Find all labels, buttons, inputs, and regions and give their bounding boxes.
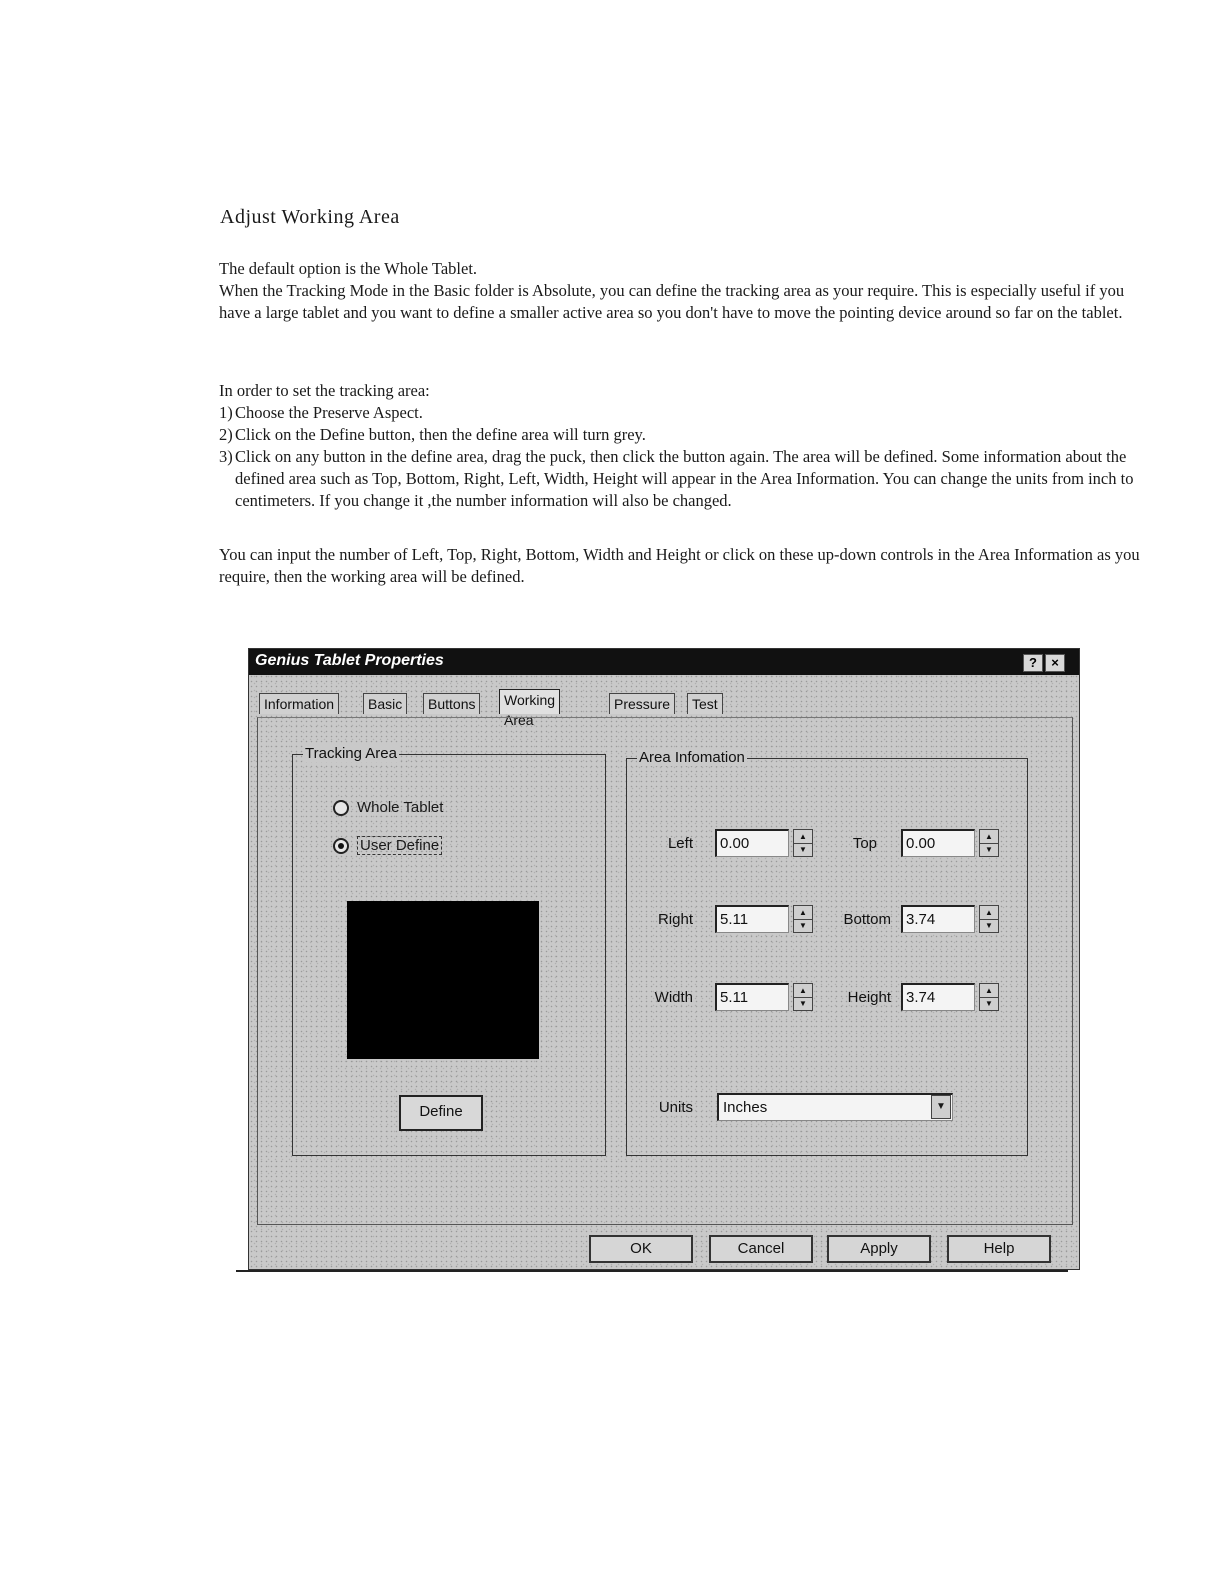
left-field[interactable]: 0.00 <box>715 829 789 857</box>
height-spinner[interactable] <box>979 983 999 1011</box>
height-field[interactable]: 3.74 <box>901 983 975 1011</box>
ok-button[interactable]: OK <box>589 1235 693 1263</box>
step-item <box>219 446 1159 512</box>
radio-icon[interactable] <box>333 800 349 816</box>
spin-up-icon[interactable]: ▲ <box>794 830 812 844</box>
dialog-titlebar <box>249 649 1079 675</box>
radio-whole-tablet[interactable] <box>333 799 443 816</box>
width-field[interactable]: 5.11 <box>715 983 789 1011</box>
right-label: Right <box>657 911 693 928</box>
chevron-down-icon[interactable]: ▼ <box>931 1095 951 1119</box>
left-spinner[interactable] <box>793 829 813 857</box>
step-number: 3) <box>219 447 233 466</box>
tab-buttons[interactable]: Buttons <box>423 693 480 714</box>
step-item <box>219 424 1159 446</box>
radio-label: Whole Tablet <box>357 799 444 816</box>
top-spinner[interactable] <box>979 829 999 857</box>
area-information-label: Area Infomation <box>639 749 745 766</box>
area-information-group <box>626 749 1028 1156</box>
spin-down-icon[interactable]: ▼ <box>799 999 807 1008</box>
close-icon[interactable]: × <box>1045 654 1065 672</box>
units-label: Units <box>658 1099 693 1116</box>
steps-heading: In order to set the tracking area: <box>219 381 430 400</box>
input-paragraph: You can input the number of Left, Top, Right, Bottom, Width and Height or click on these up-down controls in the Area Information as you require, then the working area will be defined. <box>219 545 1140 586</box>
spin-up-icon[interactable]: ▲ <box>980 906 998 920</box>
help-button[interactable]: Help <box>947 1235 1051 1263</box>
height-label: Height <box>847 989 891 1006</box>
tracking-area-group <box>292 745 606 1156</box>
define-area-preview[interactable] <box>347 901 539 1059</box>
step-text: Click on any button in the define area, drag the puck, then click the button again. The area will be defined. Some information about the defined area such as Top, Bottom, Right, Left, Width, Height will appear in the Area Information. You can change the units from inch to centimeters. If you change it ,the number information will also be changed. <box>235 447 1134 510</box>
left-label: Left <box>667 835 693 852</box>
dialog-shadow-line <box>236 1270 1068 1272</box>
spin-down-icon[interactable]: ▼ <box>985 845 993 854</box>
tablet-properties-dialog <box>248 648 1080 1270</box>
width-label: Width <box>654 989 693 1006</box>
bottom-label: Bottom <box>843 911 891 928</box>
dialog-title: Genius Tablet Properties <box>255 652 444 669</box>
apply-button[interactable]: Apply <box>827 1235 931 1263</box>
radio-selected-icon[interactable] <box>333 838 349 854</box>
spin-down-icon[interactable]: ▼ <box>799 921 807 930</box>
spin-up-icon[interactable]: ▲ <box>794 984 812 998</box>
spin-down-icon[interactable]: ▼ <box>985 921 993 930</box>
intro-paragraph: The default option is the Whole Tablet. <box>219 259 478 278</box>
bottom-spinner[interactable] <box>979 905 999 933</box>
step-text: Choose the Preserve Aspect. <box>235 403 423 422</box>
help-icon[interactable]: ? <box>1023 654 1043 672</box>
page-title: Adjust Working Area <box>220 206 400 228</box>
tab-pressure[interactable]: Pressure <box>609 693 675 714</box>
step-item <box>219 402 1159 424</box>
top-label: Top <box>852 835 877 852</box>
radio-user-define[interactable] <box>333 837 442 854</box>
radio-label: User Define <box>357 836 442 855</box>
right-spinner[interactable] <box>793 905 813 933</box>
working-area-panel <box>257 717 1073 1225</box>
tab-working-area[interactable]: Working Area <box>499 689 560 714</box>
tab-test[interactable]: Test <box>687 693 723 714</box>
define-button[interactable]: Define <box>399 1095 483 1131</box>
top-field[interactable]: 0.00 <box>901 829 975 857</box>
tab-basic[interactable]: Basic <box>363 693 407 714</box>
units-select[interactable]: Inches <box>717 1093 953 1121</box>
right-field[interactable]: 5.11 <box>715 905 789 933</box>
tracking-area-label: Tracking Area <box>305 745 397 762</box>
bottom-field[interactable]: 3.74 <box>901 905 975 933</box>
spin-up-icon[interactable]: ▲ <box>794 906 812 920</box>
spin-down-icon[interactable]: ▼ <box>799 845 807 854</box>
cancel-button[interactable]: Cancel <box>709 1235 813 1263</box>
step-number: 1) <box>219 403 233 422</box>
width-spinner[interactable] <box>793 983 813 1011</box>
step-number: 2) <box>219 425 233 444</box>
spin-down-icon[interactable]: ▼ <box>985 999 993 1008</box>
tab-information[interactable]: Information <box>259 693 339 714</box>
spin-up-icon[interactable]: ▲ <box>980 830 998 844</box>
spin-up-icon[interactable]: ▲ <box>980 984 998 998</box>
step-text: Click on the Define button, then the define area will turn grey. <box>235 425 646 444</box>
tracking-mode-paragraph: When the Tracking Mode in the Basic folder is Absolute, you can define the tracking area as your require. This is especially useful if you have a large tablet and you want to define a smaller active area so you don't have to move the pointing device around so far on the tablet. <box>219 281 1125 322</box>
steps-list <box>219 402 1159 512</box>
